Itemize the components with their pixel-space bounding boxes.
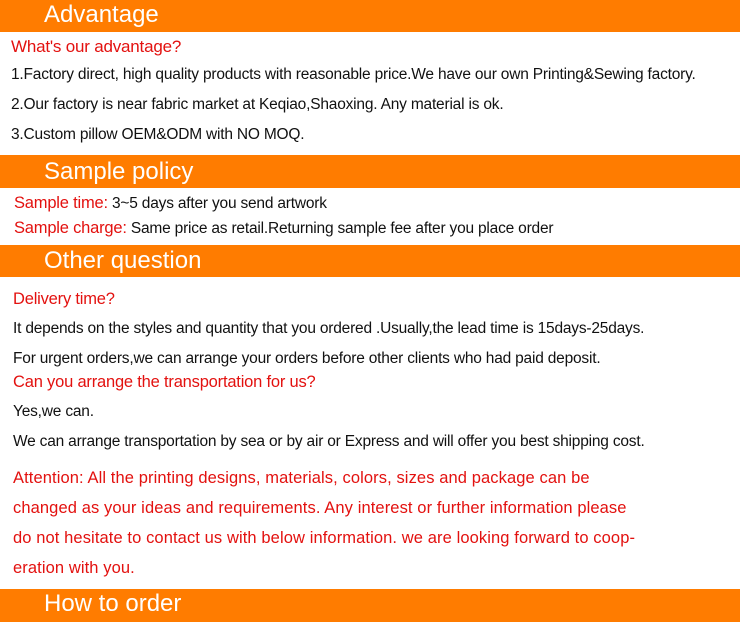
sample-charge-row [14, 219, 553, 238]
attention-line-4: eration with you. [13, 559, 135, 577]
sample-policy-title: Sample policy [44, 158, 194, 185]
attention-line-1: Attention: All the printing designs, materials, colors, sizes and package can be [13, 469, 590, 487]
advantage-question: What's our advantage? [11, 37, 182, 56]
how-to-order-banner [0, 589, 740, 622]
other-question-banner [0, 245, 740, 277]
advantage-banner [0, 0, 740, 32]
other-question-title: Other question [44, 247, 202, 274]
advantage-title: Advantage [44, 1, 159, 28]
how-to-order-title: How to order [44, 590, 182, 617]
delivery-answer-2: For urgent orders,we can arrange your orders before other clients who had paid deposit. [13, 350, 601, 367]
transport-answer-2: We can arrange transportation by sea or by air or Express and will offer you best shipping cost. [13, 433, 645, 450]
sample-charge-label: Sample charge: [14, 219, 127, 237]
sample-charge-value: Same price as retail.Returning sample fee after you place order [130, 220, 554, 237]
attention-line-2: changed as your ideas and requirements. Any interest or further information please [13, 499, 627, 517]
delivery-answer-1: It depends on the styles and quantity that you ordered .Usually,the lead time is 15days-25days. [13, 320, 645, 337]
sample-time-value: 3~5 days after you send artwork [112, 195, 327, 212]
advantage-item-1: 1.Factory direct, high quality products with reasonable price.We have our own Printing&Sewing factory. [11, 66, 696, 83]
transport-answer-1: Yes,we can. [13, 403, 94, 420]
advantage-item-3: 3.Custom pillow OEM&ODM with NO MOQ. [11, 126, 305, 143]
delivery-question: Delivery time? [13, 290, 115, 308]
sample-time-label: Sample time: [14, 194, 108, 212]
advantage-item-2: 2.Our factory is near fabric market at Keqiao,Shaoxing. Any material is ok. [11, 96, 504, 113]
transport-question: Can you arrange the transportation for us? [13, 373, 316, 391]
sample-policy-banner [0, 155, 740, 188]
attention-line-3: do not hesitate to contact us with below information. we are looking forward to coop- [13, 529, 636, 547]
sample-time-row [14, 194, 327, 213]
